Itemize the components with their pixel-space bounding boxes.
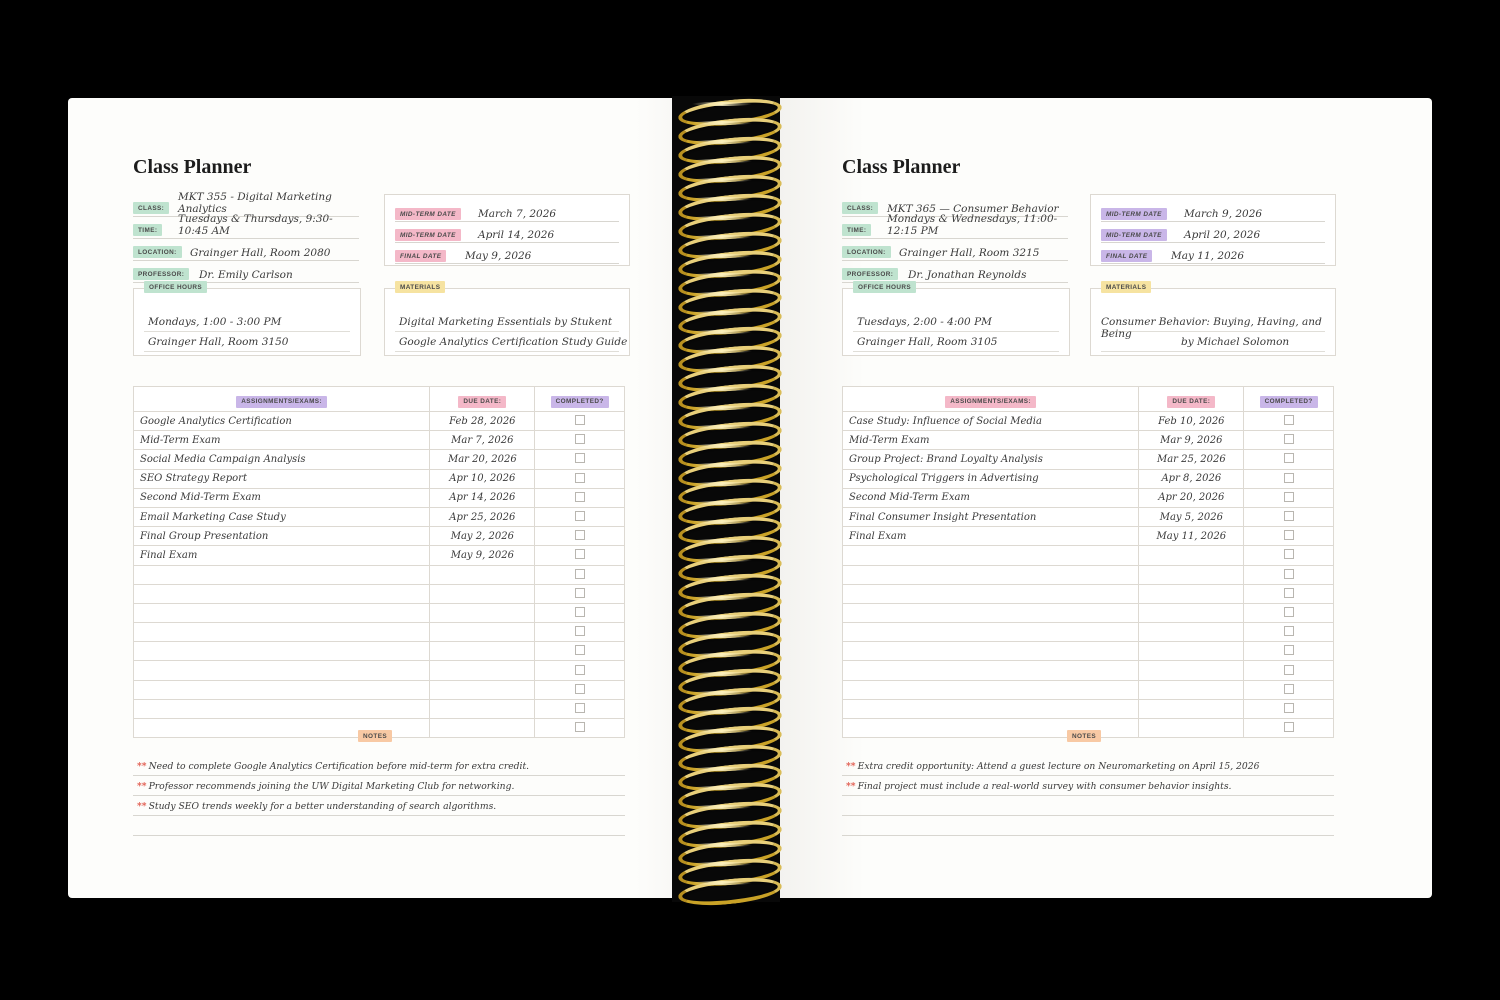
cell-completed[interactable] [1244, 719, 1334, 738]
cell-completed[interactable] [1244, 699, 1334, 718]
cell-due-date[interactable]: Apr 8, 2026 [1139, 469, 1244, 488]
field-location-right[interactable] [842, 242, 1068, 264]
table-row[interactable] [134, 412, 625, 431]
cell-completed[interactable] [1244, 507, 1334, 526]
table-row[interactable] [843, 488, 1334, 507]
date-midterm-1[interactable] [395, 204, 619, 225]
cell-due-date[interactable] [1139, 719, 1244, 738]
cell-due-date[interactable]: May 11, 2026 [1139, 527, 1244, 546]
table-header-row-right [843, 387, 1334, 412]
cell-due-date[interactable] [1139, 661, 1244, 680]
cell-due-date[interactable] [1139, 546, 1244, 565]
cell-assignment[interactable] [134, 661, 430, 680]
spiral-ring [672, 404, 780, 423]
cell-assignment[interactable]: Social Media Campaign Analysis [134, 450, 430, 469]
cell-due-date[interactable] [430, 661, 535, 680]
completed-checkbox[interactable] [1284, 588, 1294, 598]
field-time-right[interactable] [842, 213, 1068, 242]
field-location-value-right: Grainger Hall, Room 3215 [899, 247, 1040, 259]
cell-due-date[interactable]: May 2, 2026 [430, 527, 535, 546]
spiral-ring [672, 176, 780, 195]
cell-due-date[interactable] [430, 584, 535, 603]
completed-checkbox[interactable] [575, 549, 585, 559]
field-class-label: CLASS: [133, 202, 169, 214]
table-row[interactable] [134, 507, 625, 526]
cell-due-date[interactable]: Apr 14, 2026 [430, 488, 535, 507]
cell-completed[interactable] [1244, 412, 1334, 431]
spiral-ring [672, 233, 780, 252]
cell-due-date[interactable]: Mar 25, 2026 [1139, 450, 1244, 469]
cell-assignment[interactable]: Final Consumer Insight Presentation [843, 507, 1139, 526]
completed-checkbox[interactable] [575, 453, 585, 463]
cell-assignment[interactable]: SEO Strategy Report [134, 469, 430, 488]
date-midterm-1-right[interactable] [1101, 204, 1325, 225]
table-row[interactable] [134, 527, 625, 546]
spiral-ring [672, 575, 780, 594]
completed-checkbox[interactable] [575, 722, 585, 732]
cell-completed[interactable] [535, 565, 625, 584]
col-duedate-label: DUE DATE: [458, 396, 506, 408]
cell-due-date[interactable] [430, 565, 535, 584]
cell-assignment[interactable] [843, 546, 1139, 565]
class-info-right [842, 198, 1068, 286]
office-hours-line-1-right: Tuesdays, 2:00 - 4:00 PM [857, 316, 992, 328]
cell-due-date[interactable] [1139, 642, 1244, 661]
notes-label-left: NOTES [358, 730, 392, 742]
field-class-value-right: MKT 365 — Consumer Behavior [887, 203, 1059, 215]
field-location-label-right: LOCATION: [842, 246, 891, 258]
spiral-ring [672, 613, 780, 632]
table-row[interactable] [843, 565, 1334, 584]
spiral-ring [672, 518, 780, 537]
cell-due-date[interactable] [1139, 623, 1244, 642]
cell-assignment[interactable] [843, 565, 1139, 584]
table-row[interactable] [134, 469, 625, 488]
completed-checkbox[interactable] [1284, 549, 1294, 559]
completed-checkbox[interactable] [575, 626, 585, 636]
cell-completed[interactable] [535, 450, 625, 469]
cell-due-date[interactable] [430, 719, 535, 738]
col-completed-label: COMPLETED? [551, 396, 609, 408]
assignments-table-right [842, 386, 1334, 738]
right-page: Class Planner CLASS: MKT 365 — Consumer Behavior TIME: Mondays & Wednesdays, 11:00-12:15 PM LOCATION: Grainger Hall, Room 3215 PROFESSOR: Dr. Jonathan Reynolds MID-TERM DATE March 9, 2026 MID-TERM DATE April 20, 2026 FINAL DATE May 11, 2026 OFFICE HOURS Tuesdays, 2:00 - 4:00 PM Grainger Hall, Room 3105 MATERIALS Consumer Behavior: Buying, Having, and Being by Michael Solomon ASSIGNMENTS/EXAMS: DUE DATE: COMPLETED? Case Study: Influence of Social Media Feb 10, 2026 Mid-Term Exam Mar 9, 2026 Group Project: Brand Loyalty Analysis Mar 25, 2026 Psychological Triggers in Advertising Apr 8, 2026 Second Mid-Term Exam Apr 20, 2026 Final Consumer Insight Presentation May 5, 2026 Final Exam May 11, 2026 NOTES ** Extra credit opportunity: Attend a guest lecture on Neuromarketing on April 15, 2026 ** Final project must include a real-world survey with consumer behavior insights. [772, 98, 1432, 898]
left-page: Class Planner CLASS: MKT 355 - Digital Marketing Analytics TIME: Tuesdays & Thursdays, 9:30-10:45 AM LOCATION: Grainger Hall, Room 2080 PROFESSOR: Dr. Emily Carlson MID-TERM DATE March 7, 2026 MID-TERM DATE April 14, 2026 FINAL DATE May 9, 2026 OFFICE HOURS Mondays, 1:00 - 3:00 PM Grainger Hall, Room 3150 MATERIALS Digital Marketing Essentials by Stukent Google Analytics Certification Study Guide ASSIGNMENTS/EXAMS: DUE DATE: COMPLETED? Google Analytics Certification Feb 28, 2026 Mid-Term Exam Mar 7, 2026 Social Media Campaign Analysis Mar 20, 2026 SEO Strategy Report Apr 10, 2026 Second Mid-Term Exam Apr 14, 2026 Email Marketing Case Study Apr 25, 2026 Final Group Presentation May 2, 2026 Final Exam May 9, 2026 NOTES ** Need to complete Google Analytics Certification before mid-term for extra credit. ** Professor recommends joining the UW Digital Marketing Club for networking. ** Study SEO trends weekly for a better understanding of search algorithms. [68, 98, 728, 898]
cell-due-date[interactable]: Apr 10, 2026 [430, 469, 535, 488]
cell-assignment[interactable]: Final Exam [134, 546, 430, 565]
cell-assignment[interactable] [134, 623, 430, 642]
cell-assignment[interactable]: Final Exam [843, 527, 1139, 546]
completed-checkbox[interactable] [575, 473, 585, 483]
spiral-ring [672, 461, 780, 480]
spiral-ring [672, 632, 780, 651]
completed-checkbox[interactable] [1284, 492, 1294, 502]
date-final-label-right: FINAL DATE [1101, 250, 1152, 262]
office-hours-label-right: OFFICE HOURS [853, 281, 916, 293]
table-row[interactable] [134, 623, 625, 642]
spiral-ring [672, 119, 780, 138]
page-title-left: Class Planner [133, 156, 252, 178]
date-midterm-2-label: MID-TERM DATE [395, 229, 461, 241]
materials-label-right: MATERIALS [1101, 281, 1151, 293]
cell-completed[interactable] [1244, 450, 1334, 469]
note-text-1-right: Extra credit opportunity: Attend a guest lecture on Neuromarketing on April 15, 2026 [857, 761, 1260, 772]
cell-assignment[interactable] [134, 642, 430, 661]
date-final-value-right: May 11, 2026 [1171, 250, 1245, 262]
materials-box-right [1090, 283, 1336, 356]
spiral-ring [672, 195, 780, 214]
table-row[interactable] [134, 603, 625, 622]
date-midterm-2-value-right: April 20, 2026 [1184, 229, 1261, 241]
cell-completed[interactable] [535, 623, 625, 642]
cell-assignment[interactable] [134, 565, 430, 584]
cell-assignment[interactable] [843, 680, 1139, 699]
materials-line-1: Digital Marketing Essentials by Stukent [399, 316, 613, 328]
note-text-3: Study SEO trends weekly for a better understanding of search algorithms. [148, 801, 497, 812]
table-row[interactable] [843, 507, 1334, 526]
completed-checkbox[interactable] [575, 492, 585, 502]
cell-due-date[interactable]: Mar 9, 2026 [1139, 431, 1244, 450]
spiral-ring [672, 708, 780, 727]
table-row[interactable] [843, 623, 1334, 642]
spiral-ring [672, 784, 780, 803]
spiral-ring [672, 100, 780, 119]
table-row[interactable] [843, 527, 1334, 546]
completed-checkbox[interactable] [575, 415, 585, 425]
completed-checkbox[interactable] [1284, 530, 1294, 540]
table-row[interactable] [134, 488, 625, 507]
completed-checkbox[interactable] [575, 434, 585, 444]
cell-due-date[interactable] [1139, 699, 1244, 718]
office-hours-line-1: Mondays, 1:00 - 3:00 PM [148, 316, 282, 328]
field-professor-label-right: PROFESSOR: [842, 268, 898, 280]
cell-assignment[interactable] [134, 680, 430, 699]
cell-due-date[interactable]: Mar 20, 2026 [430, 450, 535, 469]
completed-checkbox[interactable] [575, 684, 585, 694]
cell-assignment[interactable] [843, 642, 1139, 661]
cell-due-date[interactable]: Feb 28, 2026 [430, 412, 535, 431]
spiral-ring [672, 328, 780, 347]
date-midterm-1-label-right: MID-TERM DATE [1101, 208, 1167, 220]
spiral-ring [672, 309, 780, 328]
completed-checkbox[interactable] [1284, 645, 1294, 655]
table-row[interactable] [843, 469, 1334, 488]
date-midterm-1-label: MID-TERM DATE [395, 208, 461, 220]
completed-checkbox[interactable] [575, 569, 585, 579]
materials-label: MATERIALS [395, 281, 445, 293]
field-class-label-right: CLASS: [842, 202, 878, 214]
cell-completed[interactable] [1244, 642, 1334, 661]
spiral-ring [672, 803, 780, 822]
cell-completed[interactable] [1244, 661, 1334, 680]
cell-due-date[interactable] [430, 680, 535, 699]
cell-due-date[interactable] [1139, 584, 1244, 603]
cell-completed[interactable] [1244, 603, 1334, 622]
cell-assignment[interactable] [843, 699, 1139, 718]
cell-assignment[interactable]: Email Marketing Case Study [134, 507, 430, 526]
table-row[interactable] [843, 584, 1334, 603]
cell-completed[interactable] [1244, 565, 1334, 584]
class-info-left [133, 191, 359, 286]
notes-label-right: NOTES [1067, 730, 1101, 742]
spiral-ring [672, 480, 780, 499]
col-assignments-label: ASSIGNMENTS/EXAMS: [236, 396, 327, 408]
spiral-ring [672, 841, 780, 860]
cell-assignment[interactable] [843, 603, 1139, 622]
cell-completed[interactable] [1244, 584, 1334, 603]
field-time-value: Tuesdays & Thursdays, 9:30-10:45 AM [178, 213, 333, 237]
completed-checkbox[interactable] [1284, 703, 1294, 713]
cell-due-date[interactable] [1139, 603, 1244, 622]
cell-assignment[interactable]: Second Mid-Term Exam [134, 488, 430, 507]
date-final-right[interactable] [1101, 246, 1325, 267]
exam-dates-box-right [1090, 194, 1336, 266]
completed-checkbox[interactable] [575, 588, 585, 598]
completed-checkbox[interactable] [1284, 722, 1294, 732]
completed-checkbox[interactable] [1284, 511, 1294, 521]
date-final[interactable] [395, 246, 619, 267]
table-row[interactable] [134, 642, 625, 661]
cell-assignment[interactable] [843, 661, 1139, 680]
completed-checkbox[interactable] [575, 645, 585, 655]
date-midterm-1-value-right: March 9, 2026 [1184, 208, 1263, 220]
page-title-right: Class Planner [842, 156, 961, 178]
field-professor-value-right: Dr. Jonathan Reynolds [908, 269, 1027, 281]
cell-due-date[interactable]: May 5, 2026 [1139, 507, 1244, 526]
table-row[interactable] [134, 431, 625, 450]
field-time-label: TIME: [133, 224, 162, 236]
table-row[interactable] [134, 546, 625, 565]
cell-completed[interactable] [1244, 680, 1334, 699]
table-row[interactable] [843, 680, 1334, 699]
spiral-ring [672, 537, 780, 556]
cell-completed[interactable] [1244, 623, 1334, 642]
spiral-ring [672, 594, 780, 613]
cell-due-date[interactable]: Mar 7, 2026 [430, 431, 535, 450]
cell-due-date[interactable]: Apr 25, 2026 [430, 507, 535, 526]
spiral-ring [672, 157, 780, 176]
cell-due-date[interactable] [430, 603, 535, 622]
completed-checkbox[interactable] [1284, 473, 1294, 483]
col-duedate-label-right: DUE DATE: [1167, 396, 1215, 408]
table-row[interactable] [843, 412, 1334, 431]
cell-completed[interactable] [535, 507, 625, 526]
table-row[interactable] [843, 431, 1334, 450]
spiral-ring [672, 746, 780, 765]
completed-checkbox[interactable] [1284, 665, 1294, 675]
table-row[interactable] [134, 584, 625, 603]
cell-assignment[interactable] [134, 584, 430, 603]
field-professor-label: PROFESSOR: [133, 268, 189, 280]
spiral-ring [672, 138, 780, 157]
office-hours-label: OFFICE HOURS [144, 281, 207, 293]
cell-assignment[interactable] [134, 603, 430, 622]
date-final-value: May 9, 2026 [465, 250, 532, 262]
cell-due-date[interactable] [430, 699, 535, 718]
field-class-value: MKT 355 - Digital Marketing Analytics [178, 191, 332, 215]
field-time-value-right: Mondays & Wednesdays, 11:00-12:15 PM [887, 213, 1058, 237]
spiral-ring [672, 556, 780, 575]
office-hours-box-right [842, 283, 1070, 356]
completed-checkbox[interactable] [575, 511, 585, 521]
office-hours-box-left [133, 283, 361, 356]
spiral-ring [672, 727, 780, 746]
cell-completed[interactable] [1244, 546, 1334, 565]
completed-checkbox[interactable] [575, 703, 585, 713]
field-professor-value: Dr. Emily Carlson [199, 269, 293, 281]
completed-checkbox[interactable] [575, 665, 585, 675]
spiral-ring [672, 385, 780, 404]
cell-completed[interactable] [1244, 527, 1334, 546]
spiral-ring [672, 689, 780, 708]
cell-completed[interactable] [1244, 431, 1334, 450]
completed-checkbox[interactable] [1284, 569, 1294, 579]
spiral-ring [672, 442, 780, 461]
table-row[interactable] [134, 565, 625, 584]
table-row[interactable] [134, 661, 625, 680]
cell-due-date[interactable] [1139, 565, 1244, 584]
cell-completed[interactable] [535, 469, 625, 488]
completed-checkbox[interactable] [1284, 626, 1294, 636]
table-row[interactable] [134, 680, 625, 699]
cell-completed[interactable] [535, 719, 625, 738]
date-midterm-2[interactable] [395, 225, 619, 246]
cell-completed[interactable] [535, 603, 625, 622]
spiral-ring [672, 214, 780, 233]
cell-completed[interactable] [535, 546, 625, 565]
field-location-label: LOCATION: [133, 246, 182, 258]
cell-assignment[interactable]: Google Analytics Certification [134, 412, 430, 431]
cell-due-date[interactable] [430, 642, 535, 661]
date-midterm-2-value: April 14, 2026 [478, 229, 555, 241]
spiral-ring [672, 860, 780, 879]
table-row[interactable] [134, 450, 625, 469]
cell-completed[interactable] [535, 661, 625, 680]
office-hours-line-2-right: Grainger Hall, Room 3105 [857, 336, 998, 348]
spiral-ring [672, 879, 780, 898]
date-midterm-2-right[interactable] [1101, 225, 1325, 246]
completed-checkbox[interactable] [1284, 684, 1294, 694]
table-row[interactable] [843, 603, 1334, 622]
spiral-ring [672, 347, 780, 366]
cell-due-date[interactable] [1139, 680, 1244, 699]
table-row[interactable] [843, 661, 1334, 680]
spiral-binding [672, 96, 780, 902]
cell-due-date[interactable] [430, 623, 535, 642]
note-text-2-right: Final project must include a real-world survey with consumer behavior insights. [857, 781, 1232, 792]
cell-completed[interactable] [535, 431, 625, 450]
completed-checkbox[interactable] [1284, 434, 1294, 444]
completed-checkbox[interactable] [575, 607, 585, 617]
cell-due-date[interactable]: Feb 10, 2026 [1139, 412, 1244, 431]
cell-assignment[interactable]: Psychological Triggers in Advertising [843, 469, 1139, 488]
cell-assignment[interactable] [134, 699, 430, 718]
cell-assignment[interactable]: Second Mid-Term Exam [843, 488, 1139, 507]
cell-due-date[interactable]: May 9, 2026 [430, 546, 535, 565]
cell-completed[interactable] [535, 680, 625, 699]
cell-completed[interactable] [1244, 469, 1334, 488]
cell-assignment[interactable]: Mid-Term Exam [134, 431, 430, 450]
cell-assignment[interactable]: Case Study: Influence of Social Media [843, 412, 1139, 431]
exam-dates-box-left [384, 194, 630, 266]
cell-completed[interactable] [535, 642, 625, 661]
cell-completed[interactable] [535, 527, 625, 546]
cell-completed[interactable] [535, 412, 625, 431]
cell-assignment[interactable]: Group Project: Brand Loyalty Analysis [843, 450, 1139, 469]
spiral-ring [672, 290, 780, 309]
materials-box-left [384, 283, 630, 356]
table-row[interactable] [843, 699, 1334, 718]
spiral-ring [672, 366, 780, 385]
col-completed-label-right: COMPLETED? [1260, 396, 1318, 408]
cell-completed[interactable] [535, 699, 625, 718]
spiral-ring [672, 765, 780, 784]
office-hours-line-2: Grainger Hall, Room 3150 [148, 336, 289, 348]
completed-checkbox[interactable] [1284, 453, 1294, 463]
completed-checkbox[interactable] [1284, 607, 1294, 617]
cell-assignment[interactable]: Mid-Term Exam [843, 431, 1139, 450]
completed-checkbox[interactable] [1284, 415, 1294, 425]
field-location[interactable] [133, 242, 359, 264]
table-row[interactable] [843, 450, 1334, 469]
spiral-ring [672, 423, 780, 442]
spiral-ring [672, 822, 780, 841]
assignments-body-right [843, 412, 1334, 738]
materials-line-2-right: by Michael Solomon [1181, 336, 1290, 348]
cell-assignment[interactable] [843, 623, 1139, 642]
cell-completed[interactable] [535, 488, 625, 507]
field-time[interactable] [133, 213, 359, 242]
date-midterm-2-label-right: MID-TERM DATE [1101, 229, 1167, 241]
table-row[interactable] [843, 642, 1334, 661]
col-assignments-label-right: ASSIGNMENTS/EXAMS: [945, 396, 1036, 408]
cell-completed[interactable] [535, 584, 625, 603]
spiral-ring [672, 670, 780, 689]
field-location-value: Grainger Hall, Room 2080 [190, 247, 331, 259]
materials-line-1-right: Consumer Behavior: Buying, Having, and Being [1101, 316, 1322, 340]
cell-due-date[interactable]: Apr 20, 2026 [1139, 488, 1244, 507]
cell-assignment[interactable] [843, 584, 1139, 603]
note-text-1: Need to complete Google Analytics Certification before mid-term for extra credit. [148, 761, 530, 772]
spiral-ring [672, 499, 780, 518]
date-final-label: FINAL DATE [395, 250, 446, 262]
table-header-row [134, 387, 625, 412]
table-row[interactable] [134, 699, 625, 718]
spiral-ring [672, 651, 780, 670]
materials-line-2: Google Analytics Certification Study Guide [399, 336, 628, 348]
completed-checkbox[interactable] [575, 530, 585, 540]
cell-assignment[interactable]: Final Group Presentation [134, 527, 430, 546]
assignments-table-left [133, 386, 625, 738]
spiral-ring [672, 252, 780, 271]
assignments-body-left [134, 412, 625, 738]
cell-completed[interactable] [1244, 488, 1334, 507]
date-midterm-1-value: March 7, 2026 [478, 208, 557, 220]
table-row[interactable] [843, 546, 1334, 565]
spiral-ring [672, 271, 780, 290]
field-time-label-right: TIME: [842, 224, 871, 236]
note-text-2: Professor recommends joining the UW Digital Marketing Club for networking. [148, 781, 515, 792]
